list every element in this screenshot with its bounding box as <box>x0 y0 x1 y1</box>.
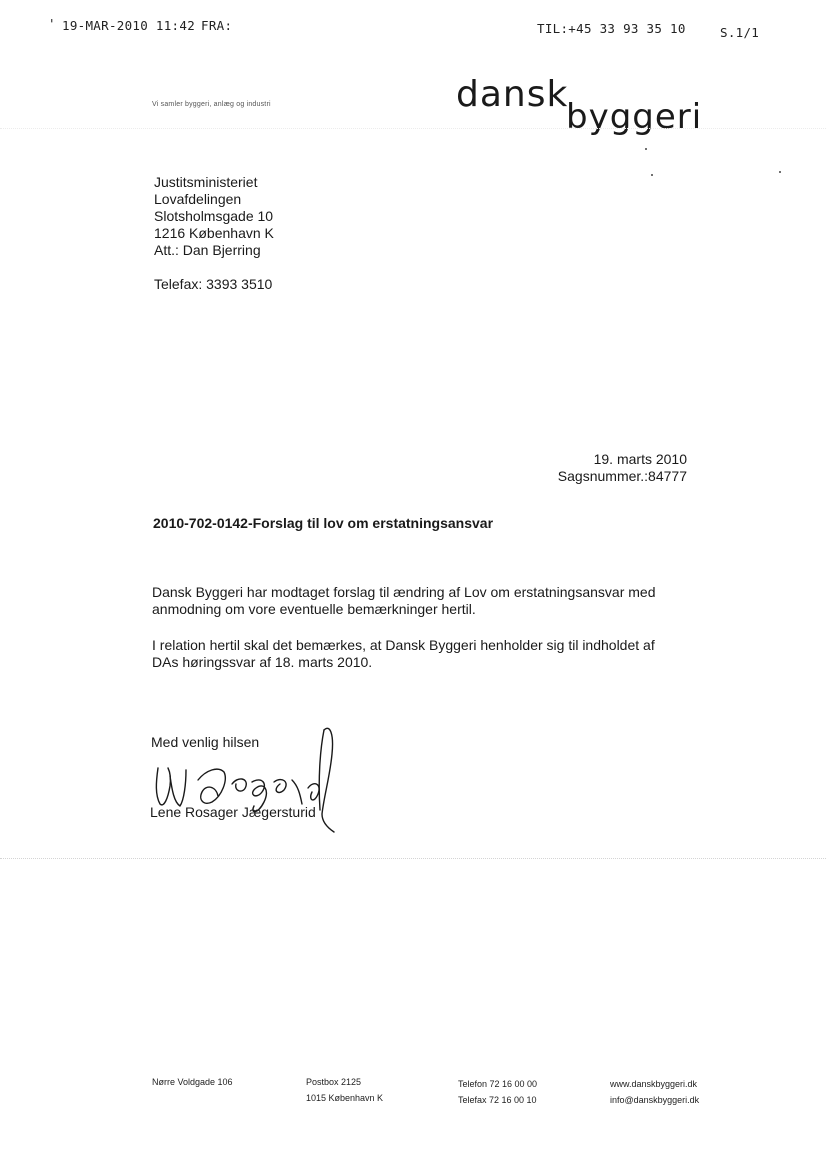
footer-email-link[interactable]: info@danskbyggeri.dk <box>610 1095 700 1105</box>
recipient-line: Lovafdelingen <box>154 191 242 207</box>
scan-speck <box>645 148 647 150</box>
recipient-line: 1216 København K <box>154 225 274 241</box>
fax-to-number: TIL:+45 33 93 35 10 <box>537 21 686 36</box>
recipient-telefax: Telefax: 3393 3510 <box>154 276 273 292</box>
scan-divider <box>0 128 826 129</box>
body-paragraph-2-line-2: DAs høringssvar af 18. marts 2010. <box>152 654 373 670</box>
scan-speck <box>651 174 653 176</box>
signer-name: Lene Rosager Jægersturid <box>150 804 316 820</box>
recipient-line: Att.: Dan Bjerring <box>154 242 261 258</box>
scan-speck <box>779 171 781 173</box>
recipient-line: Justitsministeriet <box>154 174 258 190</box>
footer-fax: Telefax 72 16 00 10 <box>458 1095 537 1105</box>
scan-divider <box>0 858 826 859</box>
fax-mark: ' <box>48 16 56 31</box>
fax-page-number: S.1/1 <box>720 25 760 40</box>
body-paragraph-1-line-1: Dansk Byggeri har modtaget forslag til ændring af Lov om erstatningsansvar med <box>152 584 656 600</box>
footer-website-link[interactable]: www.danskbyggeri.dk <box>610 1079 698 1089</box>
recipient-address <box>154 174 274 259</box>
footer-phone: Telefon 72 16 00 00 <box>458 1079 538 1089</box>
fax-from-label: FRA: <box>201 18 233 33</box>
closing-greeting: Med venlig hilsen <box>151 734 260 750</box>
logo-word-dansk: dansk <box>456 78 569 115</box>
body-paragraph-2-line-1: I relation hertil skal det bemærkes, at Dansk Byggeri henholder sig til indholdet af <box>152 637 655 653</box>
handwritten-signature <box>148 720 348 835</box>
recipient-line: Slotsholmsgade 10 <box>154 208 274 224</box>
case-number: Sagsnummer.:84777 <box>557 468 687 484</box>
subject-line: 2010-702-0142-Forslag til lov om erstatningsansvar <box>153 515 494 531</box>
footer-postbox: Postbox 2125 <box>306 1077 362 1087</box>
letter-date: 19. marts 2010 <box>593 451 687 467</box>
letterhead-tagline: Vi samler byggeri, anlæg og industri <box>152 101 271 108</box>
fax-date-time: 19-MAR-2010 11:42 <box>62 18 196 33</box>
body-paragraph-1-line-2: anmodning om vore eventuelle bemærkninger hertil. <box>152 601 476 617</box>
logo-word-byggeri: byggeri <box>566 97 703 137</box>
footer-address: Nørre Voldgade 106 <box>152 1077 233 1087</box>
footer-postcity: 1015 København K <box>306 1093 384 1103</box>
dansk-byggeri-logo <box>454 78 704 154</box>
